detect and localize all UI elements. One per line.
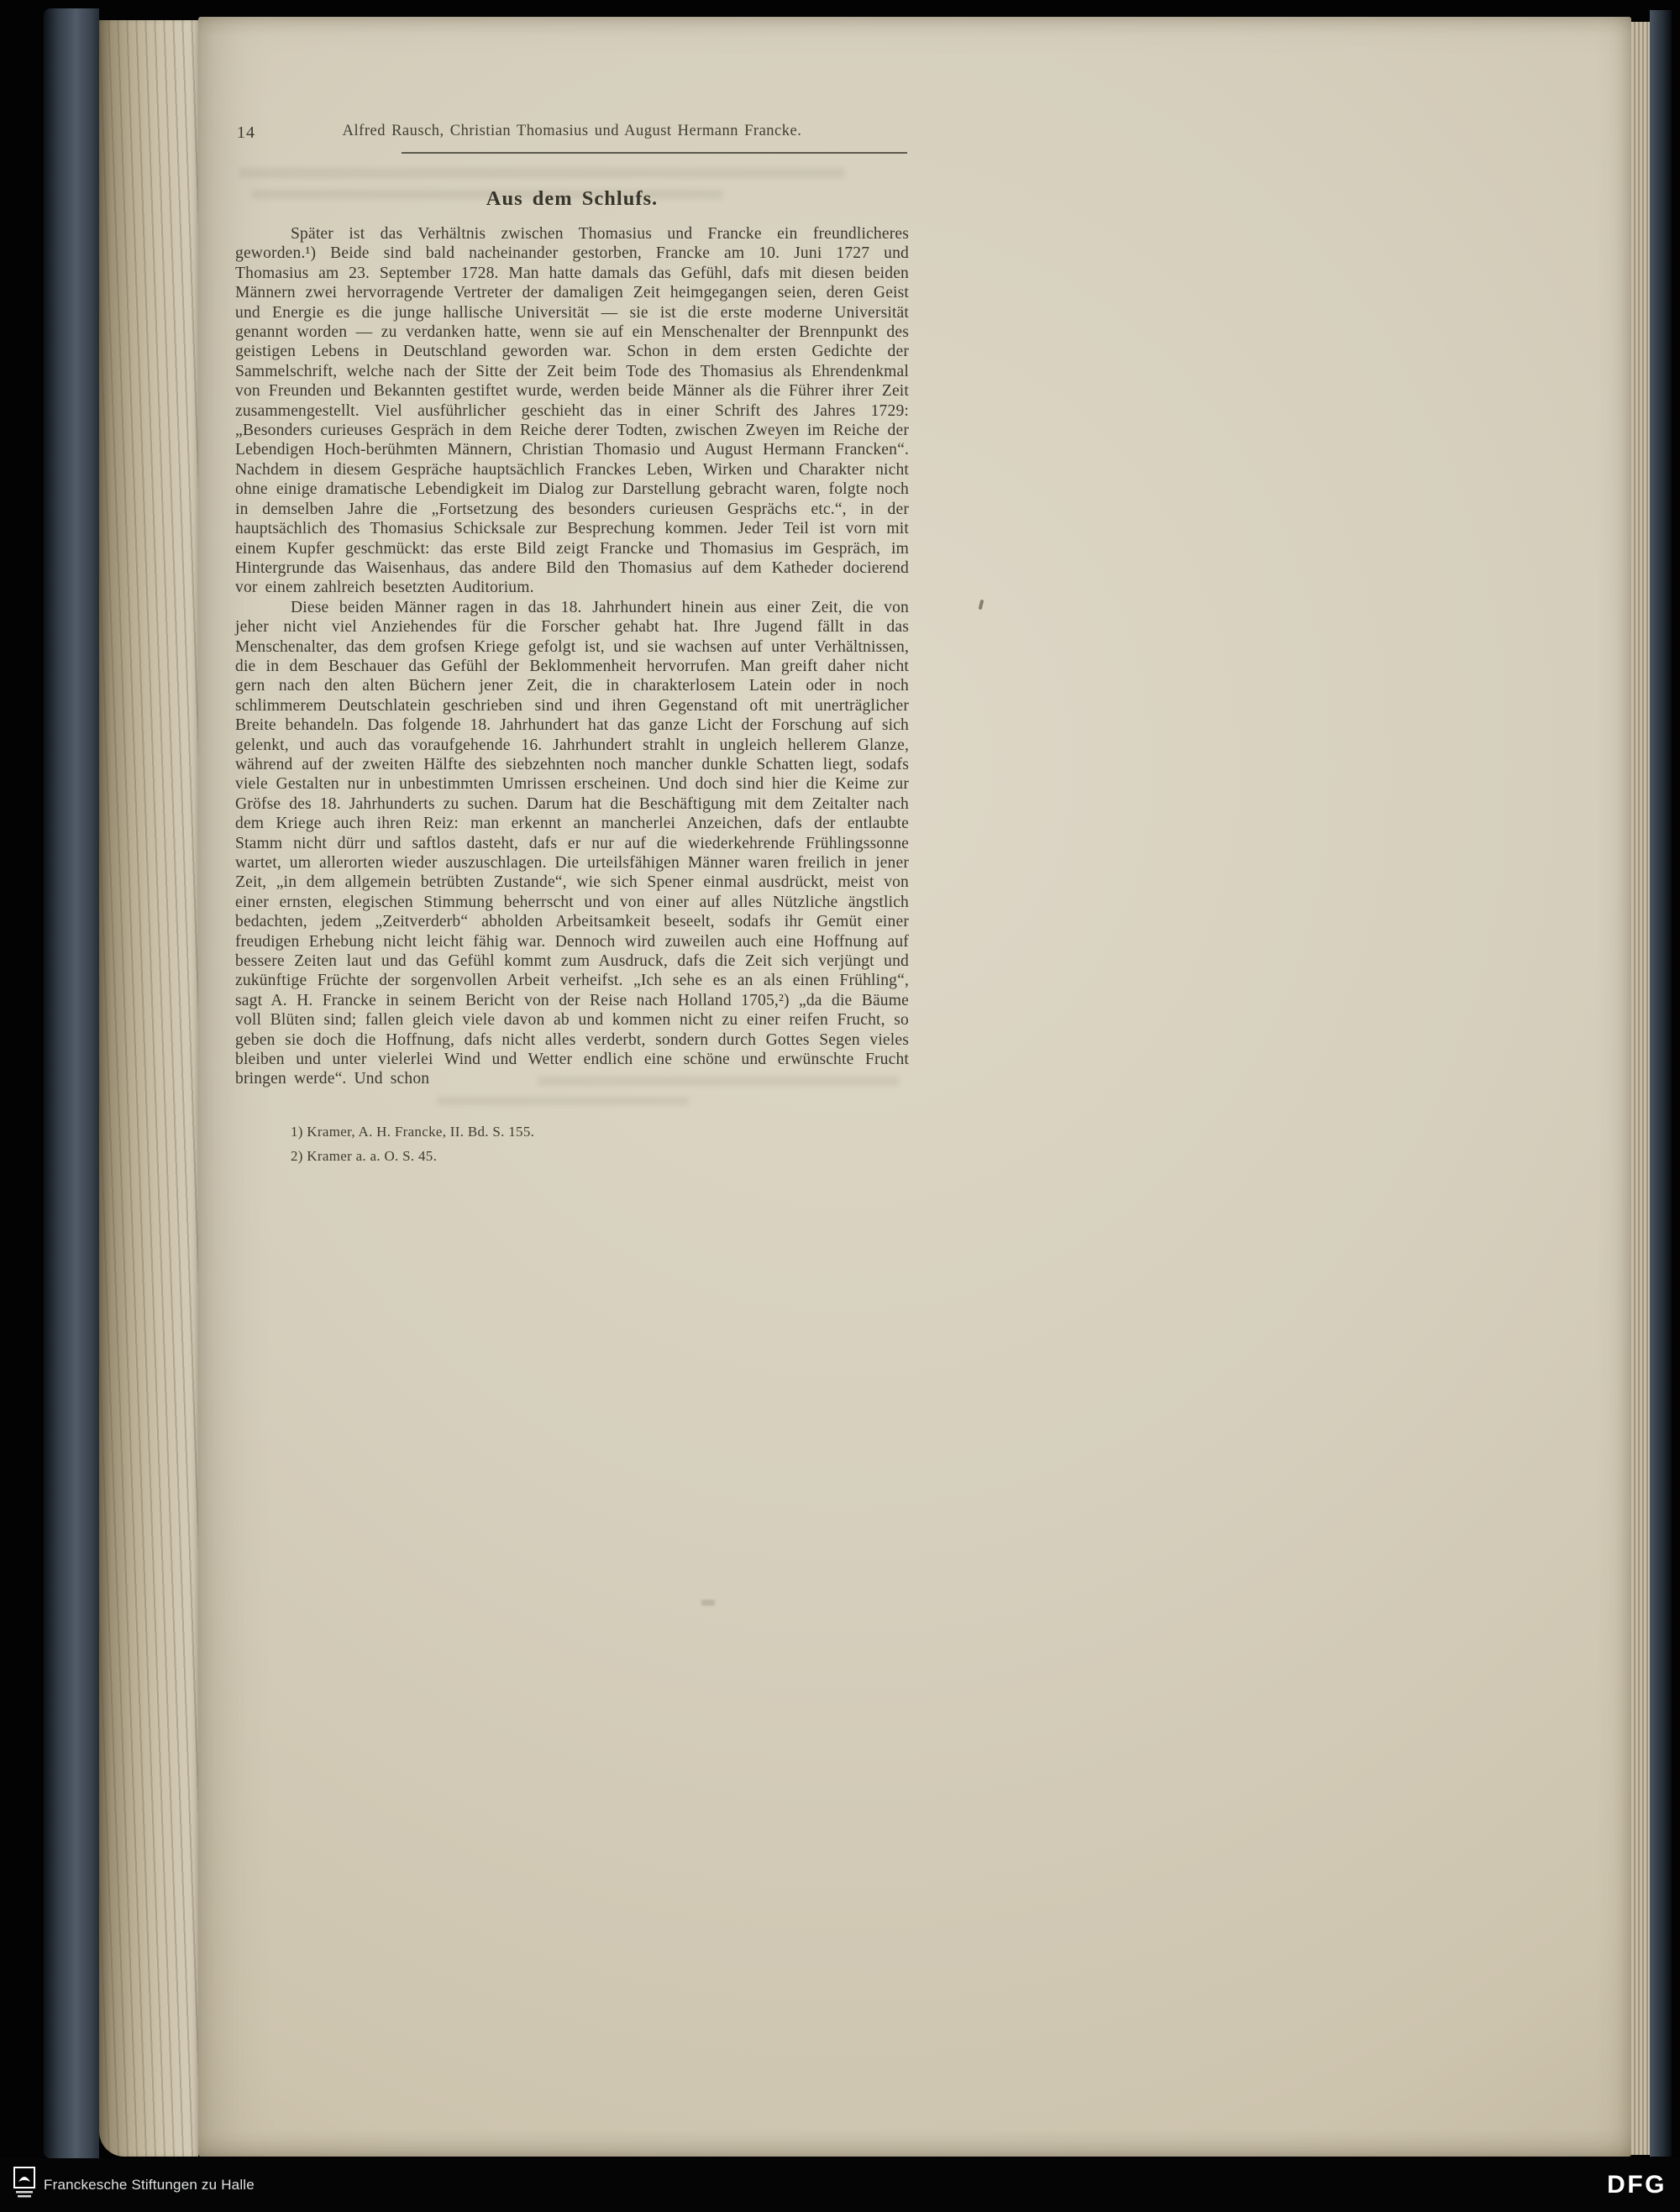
- page-edges-left: [99, 20, 198, 2157]
- franckesche-stiftungen-emblem-icon: [13, 2167, 35, 2204]
- branding-bar: [0, 2158, 1680, 2212]
- section-heading: Aus dem Schlufs.: [486, 187, 659, 210]
- running-header: Alfred Rausch, Christian Thomasius und August Hermann Francke.: [342, 123, 802, 139]
- footnote: 2) Kramer a. a. O. S. 45.: [291, 1147, 438, 1164]
- institution-branding: [13, 2167, 255, 2204]
- page-header: [235, 123, 909, 144]
- book-cover-left: [44, 8, 99, 2158]
- footnote: 1) Kramer, A. H. Francke, II. Bd. S. 155.: [291, 1123, 535, 1140]
- paragraph: Später ist das Verhältnis zwischen Thomasius und Francke ein freundlicheres geworden.¹) Beide sind bald nacheinander gestorben, Francke am 10. Juni 1727 und Thomasius am 23. September 1728. Man hatte damals das Gefühl, dafs mit diesen beiden Männern zwei hervorragende Vertreter der damaligen Zeit heimgegangen seien, deren Geist und Energie es die junge hallische Universität — sie ist die erste moderne Universität genannt worden — zu verdanken hatte, wenn sie auf ein Menschenalter der Brennpunkt des geistigen Lebens in Deutschland geworden war. Schon in dem ersten Gedichte der Sammelschrift, welche nach der Sitte der Zeit beim Tode des Thomasius als Ehrendenkmal von Freunden und Bekannten gestiftet wurde, werden beide Männer als die Führer ihrer Zeit zusammengestellt. Viel ausführlicher geschieht das in einer Schrift des Jahres 1729: „Besonders curieuses Gespräch in dem Reiche derer Todten, zwischen Zweyen im Reiche der Lebendigen Hoch-berühmten Männern, Christian Thomasio und August Hermann Francken“. Nachdem in diesem Gespräche hauptsächlich Franckes Leben, Wirken und Charakter nicht ohne einige dramatische Lebendigkeit im Dialog zur Darstellung gebracht waren, folgte noch in demselben Jahre die „Fortsetzung des besonders curieusen Gesprächs etc.“, in der hauptsächlich des Thomasius Schicksale zur Besprechung kommen. Jeder Teil ist vorn mit einem Kupfer geschmückt: das erste Bild zeigt Francke und Thomasius im Gespräch, im Hintergrunde das Waisenhaus, das andere Bild den Thomasius auf dem Katheder docierend vor einem zahlreich besetzten Auditorium.: [235, 225, 909, 597]
- paragraph: Diese beiden Männer ragen in das 18. Jahrhundert hinein aus einer Zeit, die von jeher nicht viel Anziehendes für die Forscher gehabt hat. Ihre Jugend fällt in das Menschenalter, das dem grofsen Kriege gefolgt ist, und sie wachsen auf unter Verhältnissen, die in dem Beschauer das Gefühl der Beklommenheit hervorrufen. Man greift daher nicht gern nach den alten Büchern jener Zeit, die in charakterlosem Latein oder in noch schlimmerem Deutschlatein geschrieben sind und ihren Gegenstand oft mit unerträglicher Breite behandeln. Das folgende 18. Jahrhundert hat das ganze Licht der Forschung auf sich gelenkt, und auch das voraufgehende 16. Jahrhundert strahlt in ungleich hellerem Glanze, während auf der zweiten Hälfte des siebzehnten noch mancher dunkle Schatten liegt, sodafs viele Gestalten nur in unbestimmten Umrissen erscheinen. Und doch sind hier die Keime zur Gröfse des 18. Jahrhunderts zu suchen. Darum hat die Beschäftigung mit dem Zeitalter nach dem Kriege auch ihren Reiz: man erkennt an mancherlei Anzeichen, dafs der entlaubte Stamm nicht dürr und saftlos dasteht, dafs er nur auf die wiederkehrende Frühlingssonne wartet, um allerorten wieder auszuschlagen. Die urteilsfähigen Männer waren freilich in jener Zeit, „in dem allgemein betrübten Zustande“, wie sich Spener einmal ausdrückt, meist von einer ernsten, elegischen Stimmung beherrscht und von einer auf alles Nützliche ängstlich bedachten, jedem „Zeitverderb“ abholden Arbeitsamkeit beseelt, sodafs ihr Gemüt einer freudigen Erhebung nicht leicht fähig war. Dennoch wird zuweilen auch eine Hoffnung auf bessere Zeiten laut und das Gefühl kommt zum Ausdruck, dafs die Zeit sich verjüngt und zukünftige Früchte der sorgenvollen Arbeit verheifst. „Ich sehe es an als einen Frühling“, sagt A. H. Francke in seinem Bericht von der Reise nach Holland 1705,²) „da die Bäume voll Blüten sind; fallen gleich viele davon ab und kommen nicht zu einer reifen Frucht, so geben sie doch die Hoffnung, dafs nicht alles verderbt, sondern durch Gottes Segen vieles bleiben und unter vielerlei Wind und Wetter endlich eine schöne und erwünschte Frucht bringen werde“. Und schon: [235, 598, 909, 1088]
- page-edges-right: [1631, 22, 1650, 2155]
- institution-label: Franckesche Stiftungen zu Halle: [44, 2177, 255, 2193]
- footnotes: [291, 1119, 909, 1168]
- text-block: [235, 123, 909, 1168]
- ink-speck: [979, 600, 984, 611]
- header-rule: [402, 152, 907, 154]
- book-cover-right: [1650, 10, 1672, 2157]
- scanned-page: [198, 17, 1631, 2157]
- ink-speck: [701, 1600, 715, 1606]
- page-number: 14: [237, 123, 255, 142]
- body-text: [235, 224, 909, 1089]
- dfg-logo: DFG: [1607, 2171, 1667, 2199]
